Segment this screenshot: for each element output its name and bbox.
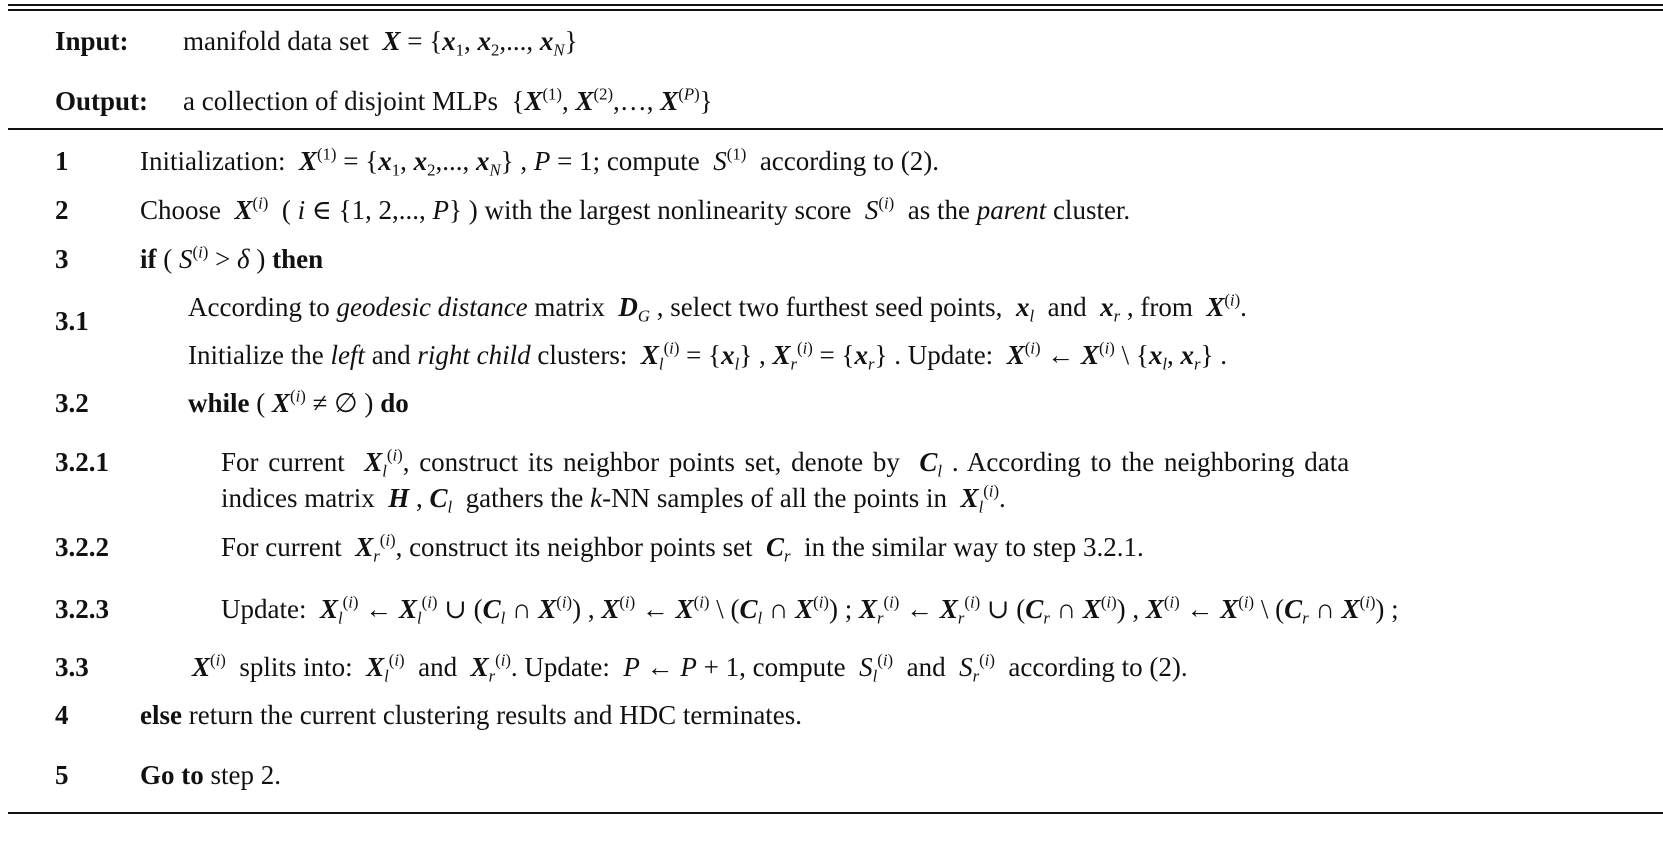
formula: ( $X^{(i)}$ ≠ ∅ ) [256, 386, 374, 418]
step-number: 2 [55, 195, 69, 225]
formula: ( $S^{(i)} > \delta$ ) [163, 242, 266, 274]
formula: $X^{(i)}$ ( i ∈ {1, 2,..., P} [234, 193, 469, 225]
input-text: manifold data set $X = \{x_1$, $x_2$,..., $x_N$} [183, 26, 578, 60]
formula: $S_r^{(i)}$ [959, 650, 995, 686]
formula: $X_r^{(i)}$ [355, 530, 396, 566]
step-number: 3.2.3 [55, 594, 109, 624]
keyword-if: if [140, 244, 157, 274]
formula: $X^{(i)}$ ← $X^{(i)}$ \ {$x_l$, $x_r$} . [1006, 338, 1227, 374]
step-number: 3.2.2 [55, 532, 109, 562]
step-number: 5 [55, 760, 69, 790]
step-3-1: 3.1 According to geodesic distance matrix $D_G$ , select two furthest seed points, $x_l$ and $x_r$ , from $X^{(i)}$. Initialize the left and right child clusters: $X_l^{(i)} = \{x_l\}$ , $X_r^{(i)} = \{x_r\}$ . Update: $X^{(i)}$ ← $X^{(i)}$ \ {$x_l$, $x_r$} . [55, 290, 1247, 374]
formula: $S^{(i)}$ [864, 193, 895, 225]
formula: {$X^{(1)}$, $X^{(2)},\dots$, $X^{(P)}$} [504, 84, 713, 116]
formula: $X_l^{(i)}$ ← $X_l^{(i)}$ ∪ ($C_l$ ∩ $X^{(i)}$) , $X^{(i)}$ ← $X^{(i)}$ \ ($C_l$ ∩ $X^{(i)}$) ; $X_r^{(i)}$ ← $X_r^{(i)}$ ∪ ($C_r$ ∩ $X^{(i)}$) , $X^{(i)}$ ← $X^{(i)}$ \ ($C_r$ ∩ $X^{(i)}$) ; [319, 592, 1399, 628]
formula: $S_l^{(i)}$ [859, 650, 894, 686]
step-number: 1 [55, 146, 69, 176]
top-rule-1 [8, 4, 1663, 6]
step-number: 3 [55, 244, 69, 274]
step-number: 4 [55, 700, 69, 730]
formula: $x_l$ [1015, 292, 1035, 326]
keyword-then: then [272, 244, 324, 274]
keyword-while: while [188, 388, 250, 418]
formula: $C_r$ [766, 532, 791, 566]
formula: $C_l$ [919, 447, 943, 481]
formula: P ← P + 1 [623, 652, 740, 682]
mid-rule [8, 128, 1663, 130]
output-label: Output: [55, 86, 149, 116]
formula: $X_l^{(i)}$ [366, 650, 405, 686]
formula: $X^{(i)}$ [192, 650, 226, 682]
formula: $X_l^{(i)} = \{x_l\}$ , $X_r^{(i)} = \{x_r\}$ [640, 338, 895, 374]
bottom-rule [8, 812, 1663, 814]
step-number: 3.1 [55, 306, 89, 336]
formula: $S^{(1)}$ [713, 144, 747, 176]
step-number: 3.2.1 [55, 447, 109, 477]
input-label: Input: [55, 26, 129, 56]
step-number: 3.3 [55, 652, 89, 682]
keyword-do: do [380, 388, 409, 418]
formula: $x_r$ [1100, 292, 1121, 326]
formula: $X^{(i)}$. [1206, 290, 1247, 322]
formula: H , $C_l$ [388, 483, 453, 517]
step-number: 3.2 [55, 388, 89, 418]
output-text: a collection of disjoint MLPs {$X^{(1)}$, $X^{(2)},\dots$, $X^{(P)}$} [183, 84, 713, 116]
keyword-else: else [140, 700, 182, 730]
formula: $D_G$ [618, 292, 650, 326]
formula: $X^{(1)} = \{x_1$, $x_2$,..., $x_N$} , P = 1 [298, 144, 593, 180]
formula: $X_l^{(i)}$. [960, 481, 1006, 517]
formula: $X_r^{(i)}$ [470, 650, 511, 686]
formula: $X = \{x_1$, $x_2$,..., $x_N$} [382, 26, 578, 60]
keyword-goto: Go to [140, 760, 204, 790]
step-3-2-1: 3.2.1 For current $X_l^{(i)}$, construct its neighbor points set, denote by $C_l$ . According to the neighboring data indices matrix H , $C_l$ gathers the k-NN samples of all the points in $X_l^{(i)}$. [55, 445, 1350, 517]
formula: $X_l^{(i)}$ [364, 445, 403, 481]
top-rule-2 [8, 9, 1663, 11]
